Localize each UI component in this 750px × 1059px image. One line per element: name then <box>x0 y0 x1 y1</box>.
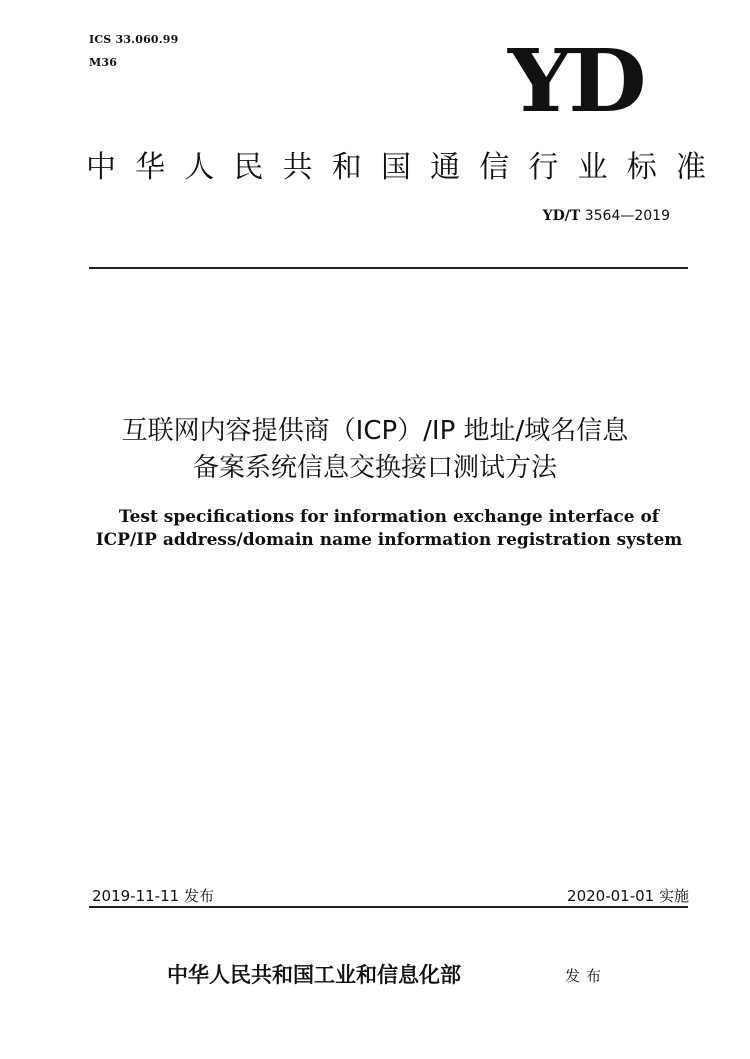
standard-code-prefix: YD/T <box>542 208 581 224</box>
issuer-action: 发布 <box>565 967 608 985</box>
org-char: 人 <box>184 150 215 185</box>
org-char: 通 <box>430 150 461 185</box>
org-char: 业 <box>577 150 608 185</box>
ics-code: ICS 33.060.99 <box>89 33 179 46</box>
standard-code-number: 3564—2019 <box>584 208 670 224</box>
release-date: 2019-11-11 发布 <box>92 887 214 905</box>
org-char: 信 <box>479 150 510 185</box>
issuer-name: 中华人民共和国工业和信息化部 <box>167 962 461 987</box>
ccs-code: M36 <box>89 56 118 69</box>
classification-codes <box>89 31 179 77</box>
org-char: 中 <box>86 150 116 185</box>
implementation-date: 2020-01-01 实施 <box>567 887 689 905</box>
chinese-title-line-1: 互联网内容提供商（ICP）/IP 地址/域名信息 <box>121 416 629 446</box>
english-title-line-1: Test specifications for information exchange interface of <box>118 507 660 527</box>
org-char: 准 <box>675 150 706 185</box>
org-char: 国 <box>380 150 411 185</box>
top-divider <box>89 267 688 269</box>
standard-code <box>0 206 670 226</box>
chinese-title-line-2: 备案系统信息交换接口测试方法 <box>192 453 557 483</box>
org-char: 标 <box>626 150 657 185</box>
org-char: 民 <box>233 150 264 185</box>
org-char: 华 <box>135 150 166 185</box>
org-char: 和 <box>331 150 362 185</box>
org-char: 共 <box>282 150 313 185</box>
yd-logo: YD <box>508 31 643 132</box>
org-char: 行 <box>528 150 559 185</box>
bottom-divider <box>89 906 688 908</box>
organization-title <box>86 148 706 188</box>
english-title-line-2: ICP/IP address/domain name information registration system <box>95 530 683 550</box>
